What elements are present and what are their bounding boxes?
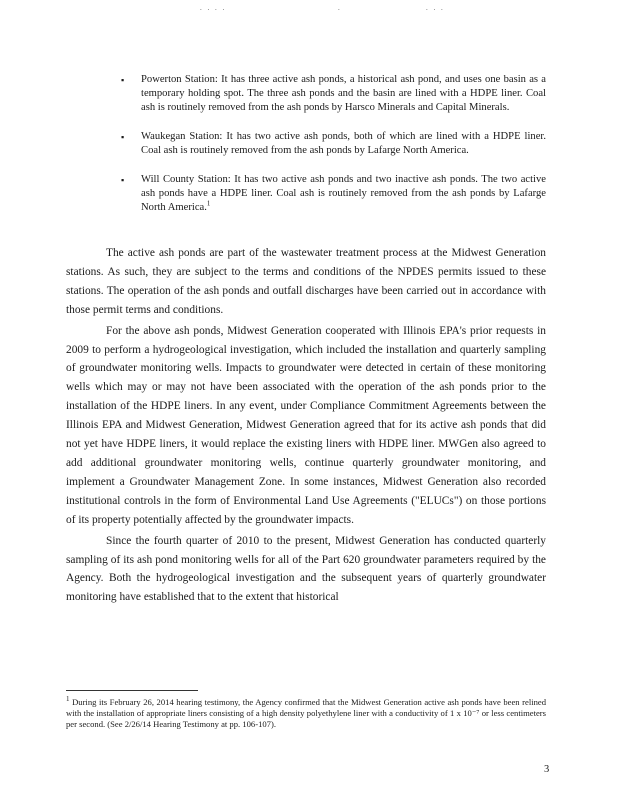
bullet-text: Waukegan Station: It has two active ash ponds, both of which are lined with a HDPE liner. Coal ash is routinely removed from the ash ponds by Lafarge North America.	[141, 131, 546, 156]
header-mark: .	[338, 4, 342, 12]
bullet-text: Will County Station: It has two active ash ponds and two inactive ash ponds. The two active ash ponds have a HDPE liner. Coal ash is routinely removed from the ash ponds by Lafarge North America.	[141, 174, 546, 213]
paragraph-sampling: Since the fourth quarter of 2010 to the present, Midwest Generation has conducted quarterly sampling of its ash pond monitoring wells for all of the Part 620 groundwater parameters required by the Agency. Both the hydrogeological investigation and the subsequent years of quarterly groundwater monitoring have established that to the extent that historical	[66, 534, 546, 604]
bullet-icon: ▪	[121, 175, 125, 185]
footnote-divider	[66, 690, 198, 691]
footnote-text: During its February 26, 2014 hearing testimony, the Agency confirmed that the Midwest Generation active ash ponds have been relined with the installation of appropriate liners consisting of a high density polyethylene liner with a conductivity of 1 x 10⁻⁷ or less centimeters per second. (See 2/26/14 Hearing Testimony at pp. 106-107).	[66, 697, 546, 730]
footnote	[66, 697, 546, 731]
bullet-text: Powerton Station: It has three active ash ponds, a historical ash pond, and uses one basin as a temporary holding spot. The three ash ponds and the basin are lined with a HDPE liner. Coal ash is routinely removed from the ash ponds by Harsco Minerals and Capital Minerals.	[141, 74, 546, 113]
bullet-icon: ▪	[121, 132, 125, 142]
header-mark: . . .	[426, 4, 445, 12]
page-number: 3	[544, 764, 550, 775]
footnote-number: 1	[66, 695, 70, 704]
station-bullet-list	[121, 73, 546, 230]
bullet-waukegan	[121, 130, 546, 158]
paragraph-hydrogeological: For the above ash ponds, Midwest Generation cooperated with Illinois EPA's prior requests in 2009 to perform a hydrogeological investigation, which included the installation and quarterly sampling of groundwater monitoring wells. Impacts to groundwater were detected in certain of these monitoring wells which may or may not have been associated with the operation of the ash ponds prior to the installation of the HDPE liners. In any event, under Compliance Commitment Agreements between the Illinois EPA and Midwest Generation, Midwest Generation agreed that for its active ash ponds that did not yet have HDPE liners, it would replace the existing liners with HDPE liner. MWGen also agreed to add additional groundwater monitoring wells, continue quarterly groundwater monitoring, and implement a Groundwater Management Zone. In some instances, Midwest Generation also recorded institutional controls in the form of Environmental Land Use Agreements ("ELUCs") on those portions of its property potentially affected by the groundwater impacts.	[66, 324, 546, 526]
header-marks	[200, 4, 460, 12]
header-mark: . . . .	[200, 4, 227, 12]
bullet-icon: ▪	[121, 75, 125, 85]
bullet-will-county	[121, 173, 546, 215]
paragraph-npdes: The active ash ponds are part of the wastewater treatment process at the Midwest Generation stations. As such, they are subject to the terms and conditions of the NPDES permits issued to these stations. The operation of the ash ponds and outfall discharges have been carried out in accordance with those permit terms and conditions.	[66, 247, 546, 316]
body-text	[66, 244, 546, 607]
bullet-powerton	[121, 73, 546, 115]
footnote-reference: 1	[206, 199, 211, 208]
